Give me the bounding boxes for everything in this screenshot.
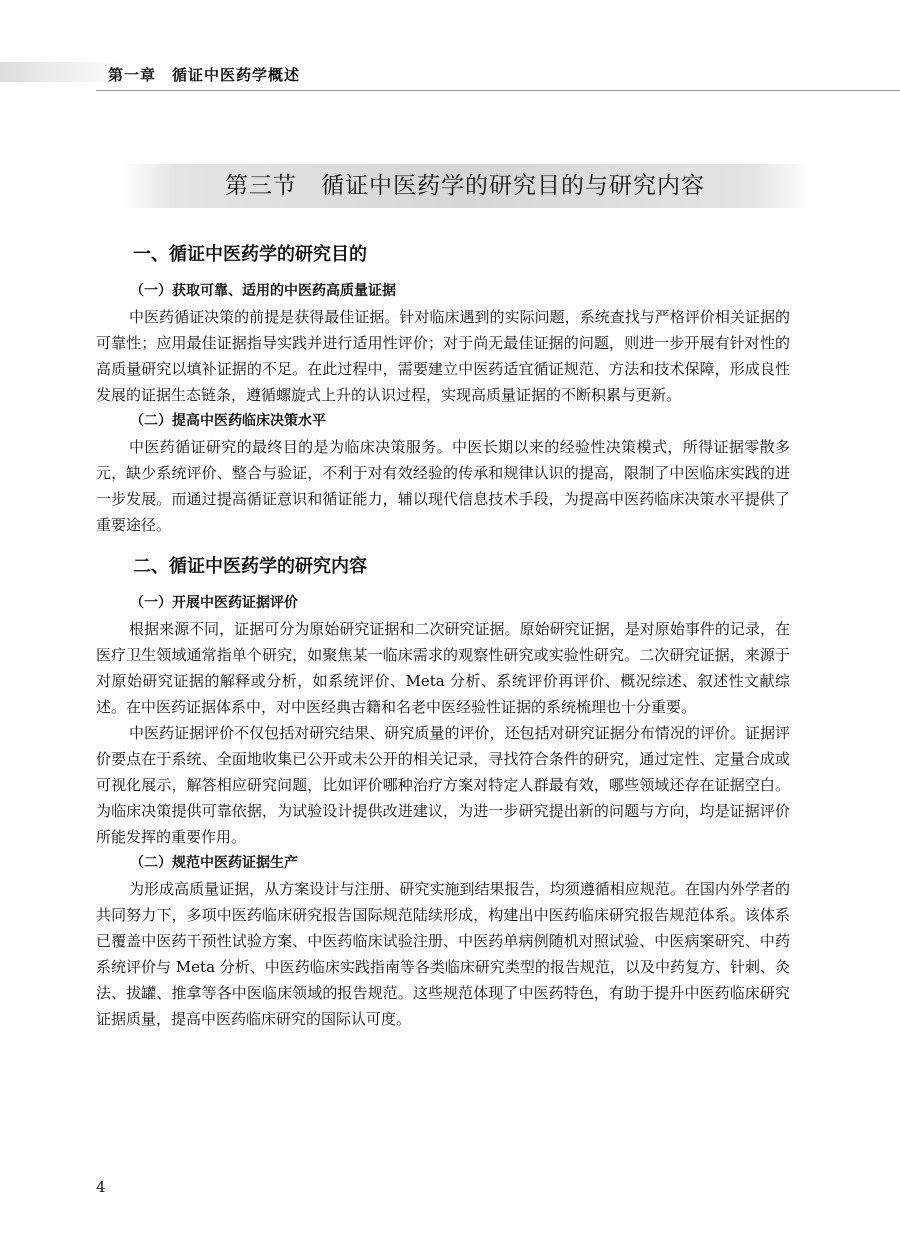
chapter-title: 第一章 循证中医药学概述 [108,66,301,84]
part1-sub1-heading: （一）获取可靠、适用的中医药高质量证据 [130,283,396,299]
page-content [96,240,790,1032]
spacer [96,538,790,552]
part1-sub2-heading: （二）提高中医药临床决策水平 [130,413,326,429]
part2-heading: 二、循证中医药学的研究内容 [133,556,367,577]
part1-heading: 一、循证中医药学的研究目的 [133,244,367,265]
paragraph: 为形成高质量证据，从方案设计与注册、研究实施到结果报告，均须遵循相应规范。在国内外学者的共同努力下，多项中医药临床研究报告国际规范陆续形成，构建出中医药临床研究报告规范体系。该体系已覆盖中医药干预性试验方案、中医药临床试验注册、中医药单病例随机对照试验、中医病案研究、中药系统评价与 Meta 分析、中医药临床实践指南等各类临床研究类型的报告规范，以及中药复方、针刺、灸法、拔罐、推拿等各中医临床领域的报告规范。这些规范体现了中医药特色，有助于提升中医药临床研究证据质量，提高中医药临床研究的国际认可度。 [96,880,790,1028]
part2-sub2-heading: （二）规范中医药证据生产 [130,855,298,871]
paragraph: 根据来源不同，证据可分为原始研究证据和二次研究证据。原始研究证据，是对原始事件的记录，在医疗卫生领域通常指单个研究，如聚焦某一临床需求的观察性研究或实验性研究。二次研究证据，来源于对原始研究证据的解释或分析，如系统评价、Meta 分析、系统评价再评价、概况综述、叙述性文献综述。在中医药证据体系中，对中医经典古籍和名老中医经验性证据的系统梳理也十分重要。 [96,620,790,716]
part2-sub1-heading: （一）开展中医药证据评价 [130,595,298,611]
running-header [0,52,900,92]
paragraph: 中医药循证决策的前提是获得最佳证据。针对临床遇到的实际问题，系统查找与严格评价相关证据的可靠性；应用最佳证据指导实践并进行适用性评价；对于尚无最佳证据的问题，则进一步开展有针对性的高质量研究以填补证据的不足。在此过程中，需要建立中医药适宜循证规范、方法和技术保障，形成良性发展的证据生态链条，遵循螺旋式上升的认识过程，实现高质量证据的不断积累与更新。 [96,308,790,404]
section-banner [120,164,810,208]
header-decoration-band [0,62,125,82]
paragraph: 中医药循证研究的最终目的是为临床决策服务。中医长期以来的经验性决策模式，所得证据零散多元，缺少系统评价、整合与验证，不利于对有效经验的传承和规律认识的提高，限制了中医临床实践的进一步发展。而通过提高循证意识和循证能力，辅以现代信息技术手段，为提高中医药临床决策水平提供了重要途径。 [96,438,790,534]
header-rule [96,90,900,91]
paragraph: 中医药证据评价不仅包括对研究结果、研究质量的评价，还包括对研究证据分布情况的评价。证据评价要点在于系统、全面地收集已公开或未公开的相关记录，寻找符合条件的研究，通过定性、定量合成或可视化展示，解答相应研究问题，比如评价哪种治疗方案对特定人群最有效，哪些领域还存在证据空白。为临床决策提供可靠依据，为试验设计提供改进建议，为进一步研究提出新的问题与方向，均是证据评价所能发挥的重要作用。 [96,724,790,846]
page-number: 4 [96,1178,106,1196]
section-title: 第三节 循证中医药学的研究目的与研究内容 [225,173,705,199]
